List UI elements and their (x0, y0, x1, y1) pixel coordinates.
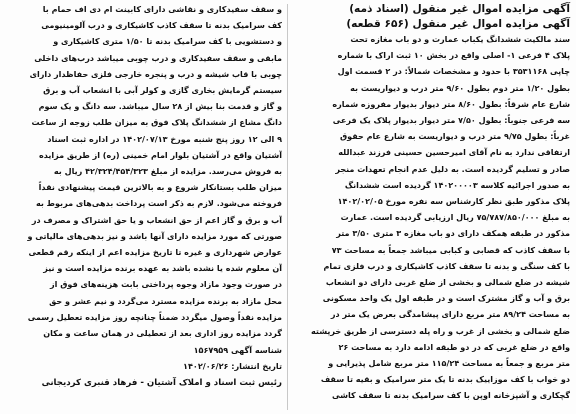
notice-text-line: مزایده نقداً وصول میگردد ضمناً چنانچه روز مزایده تعطیل رسمی (27, 312, 282, 322)
notice-text-line: محل مازاد به برنده مزایده مسترد می‌گردد و نیم عشر و حق (49, 296, 282, 306)
notice-text-line: عوارض شهرداری و غیره تا تاریخ مزایده اعم از اینکه رقم قطعی (28, 248, 282, 258)
publication-id: شناسه آگهی ۱۵۶۷۹۵۹ (193, 345, 282, 356)
notice-text-line: پلاک مذکور طبق نظر کارشناس سه نفره مورخ ۱۴۰۲/۰۲/۰۵ (337, 197, 570, 207)
notice-text-line: بطول ۱/۲۰ متر دوم بطول ۹/۶۰ متر درب و دیواریست به (350, 83, 570, 93)
notice-text-line: آن معلوم شده یا نشده باشد به عهده برنده مزایده است و نیز (43, 264, 282, 274)
notice-text-line: سه فرعی جنوباً: بطول ۷/۵۰ متر دیوار بدیوار پلاک یک فرعی (332, 116, 570, 126)
signature-line: رئیس ثبت اسناد و املاک آشتیان - فرهاد قنبری کردیجانی (41, 377, 282, 388)
notice-text-line: آشتیان واقع در آشتیان بلوار امام خمینی (ره) از طریق مزایده (38, 150, 282, 160)
notice-text-line: میزان طلب بستانکار شروع و به بالاترین قیمت پیشنهادی نقداً (38, 183, 282, 193)
notice-text-line: به فروش می‌رسد. مزایده از مبلغ ۴۲/۳۲۴/۴۵۴/۳۲۳ ریال به (53, 167, 282, 177)
notice-text-line: ضلع شمالی و بخشی از غرب و راه پله دسترسی از طریق خرپشته (311, 326, 570, 336)
notice-text-line: ارتفاقی ندارد به نام آقای امیرحسین حسینی فرزند عبدالله (338, 148, 570, 158)
notice-text-line: صادر و تسلیم گردیده است. به دلیل عدم انجام تعهدات منجر (335, 164, 570, 174)
notice-text-line: به مساحت ۸۹/۲۴ متر مربع دارای پیشامدگی بعرض یک متر در (330, 310, 570, 320)
notice-text-line: و گاز و قدمت بنا بیش از ۲۸ سال میباشد. سه دانگ و یک سوم (38, 102, 282, 112)
notice-text-line: گچکاری و آشپزخانه اوپن با کف سرامیک بدنه تا سقف کاشی (331, 391, 570, 401)
notice-text-line: متر مربع و جمعاً به مساحت ۱۱۵/۲۴ متر مربع شامل پذیرایی و (328, 359, 570, 369)
notice-text-line: شیشه در ضلع شمالی و بخشی از ضلع غربی دارای دو انشعاب (325, 278, 570, 288)
notice-text-line: با سقف کاذب که قصابی و کبابی میباشد جمعاً به مساحت ۷۳ (331, 245, 570, 255)
notice-text-line: برق و آب و گاز مشترک است و در طبقه اول یک واحد مسکونی (322, 294, 570, 304)
notice-text-line: سند مالکیت ششدانگ یکباب عمارت و دو باب مغازه تحت (350, 35, 570, 44)
notice-title-secondary: آگهی مزایده اموال غیر منقول (۶۵۶ قطعه) (346, 18, 570, 30)
notice-text-line: به صدور اجرائیه کلاسه ۱۴۰۲۰۰۰۰۳ گردیده است ششدانگ (344, 180, 570, 190)
notice-body-right (294, 32, 570, 405)
notice-left-column (2, 0, 284, 414)
notice-text-line: در صورت وجود مازاد وجوه پرداختی بابت هزینه‌های فوق از (50, 280, 282, 290)
notice-body-left (6, 2, 282, 342)
notice-right-column (292, 0, 574, 414)
notice-text-line: و دستشویی با کف سرامیک بدنه تا ۱/۵۰ متری کاشیکاری و (53, 37, 282, 47)
notice-text-line: واقع در ضلع غربی که در دو طبقه ادامه دارد به مساحت ۲۶ (338, 342, 570, 352)
column-divider (287, 4, 288, 410)
notice-text-line: غرباً: بطول ۹/۷۵ متر درب و دیواریست به شارع عام حقوق (339, 132, 570, 142)
notice-text-line: چوبی با قاب شیشه و درب و پنجره خارجی فلزی حفاظدار دارای (29, 69, 282, 79)
notice-text-line: و سقف سفیدکاری و نقاشی دارای کابینت ام دی اف حمام با (42, 5, 282, 14)
notice-text-line: گردد مزایده روز اداری بعد از تعطیلی در همان ساعت و مکان (43, 329, 282, 339)
notice-text-line: سیستم گرمایش بخاری گازی و کولر آبی با انشعاب آب و برق (43, 86, 282, 96)
publication-date: تاریخ انتشار: ۱۴۰۲/۰۶/۲۶ (183, 361, 282, 372)
notice-text-line: صورتی که مورد مزایده دارای آنها باشد و نیز بدهی‌های مالیاتی و (27, 231, 282, 241)
notice-text-line: به مبلغ ۷۵/۷۸۷/۸۵۰/۰۰۰ ریال ارزیابی گردیده است. عمارت (340, 213, 570, 223)
notice-text-line: پلاک ۴ فرعی ۱- اصلی واقع در بخش ۱۰ ثبت اراک با شماره (337, 51, 570, 61)
notice-text-line: دانگ مشاع از ششدانگ پلاک فوق به میزان طلب زوجه از ساعت (31, 118, 282, 128)
notice-title-primary: آگهی مزایده اموال غیر منقول (اسناد ذمه) (349, 3, 570, 15)
notice-text-line: ۹ الی ۱۲ روز پنج شنبه مورخ ۱۴۰۲/۰۷/۱۳ در اداره ثبت اسناد (47, 134, 282, 144)
notice-text-line: با کف سنگی و بدنه تا سقف کاذب کاشیکاری و درب فلزی تمام (323, 261, 570, 271)
notice-text-line: چاپی ۳۵۳۱۱۶۸ با حدود و مشخصات شمالاً: در ۲ قسمت اول (337, 67, 570, 77)
notice-text-line: فروخته می‌شود. لازم به ذکر است پرداخت بدهی‌های مربوط به (35, 199, 282, 209)
notice-text-line: دو خواب با کف موزاییک بدنه تا یک متر سرامیک و بقیه تا سقف (320, 375, 570, 385)
notice-text-line: مذکور در طبقه همکف دارای دو باب مغازه ۳ متری ۳/۵۰ متر (336, 229, 570, 239)
notice-text-line: شارع عام شرقاً: بطول ۸/۶۰ متر دیوار بدیوار مفروزه شماره (332, 99, 570, 109)
notice-text-line: کف سرامیک بدنه تا سقف کاذب کاشیکاری و درب آلومینیومی (41, 21, 282, 31)
notice-text-line: مابقی و سقف سفیدکاری و درب چوبی میباشد درب‌های داخلی (34, 53, 282, 63)
notice-text-line: آب و برق و گاز اعم از حق انشعاب و یا حق اشتراک و مصرف در (31, 215, 282, 225)
